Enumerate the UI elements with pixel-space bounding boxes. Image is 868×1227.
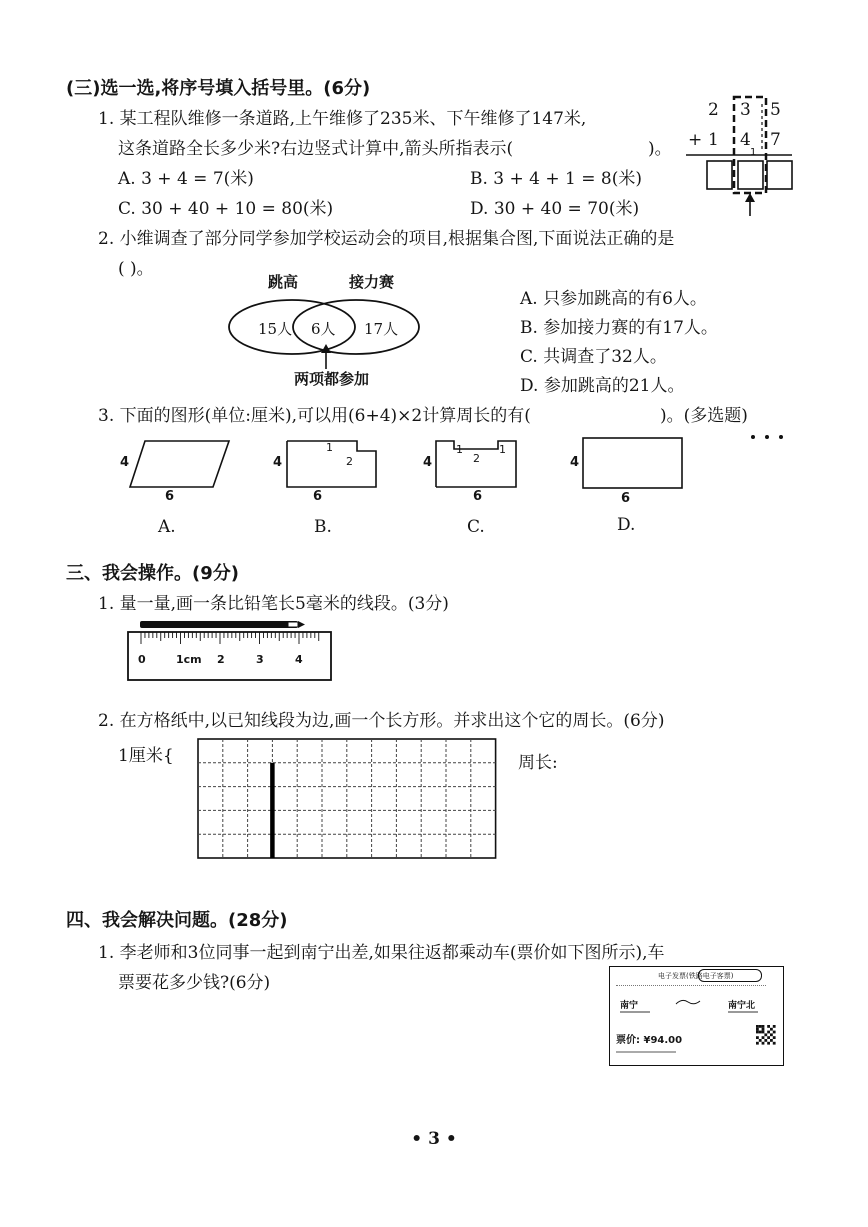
- shape-c-notch-1: 1: [456, 443, 463, 456]
- section-choice-header: (三)选一选,将序号填入括号里。(6分): [66, 78, 371, 99]
- calc-digit: 1: [708, 130, 719, 150]
- shape-b-notch-width: 1: [326, 441, 333, 454]
- shape-c-label: C.: [467, 517, 485, 537]
- shape-b-side: 4: [273, 455, 283, 470]
- ticket-arrival: 南宁北: [728, 1001, 756, 1011]
- perimeter-label: 周长:: [518, 753, 558, 773]
- ruler-label: 2: [217, 653, 225, 666]
- ruler-label: 3: [256, 653, 264, 666]
- q3-line: 3. 下面的图形(单位:厘米),可以用(6+4)×2计算周长的有(: [98, 406, 531, 426]
- q1-line2: 这条道路全长多少米?右边竖式计算中,箭头所指表示(: [118, 139, 514, 159]
- q1-option-b: B. 3 + 4 + 1 = 8(米): [470, 169, 642, 189]
- calc-digit: 2: [708, 100, 719, 120]
- solve-q1-line1: 1. 李老师和3位同事一起到南宁出差,如果往返都乘动车(票价如下图所示),车: [98, 943, 665, 963]
- q2-option-a: A. 只参加跳高的有6人。: [520, 289, 707, 309]
- shape-d-label: D.: [617, 515, 636, 535]
- calc-carry: 1: [750, 147, 757, 158]
- shape-b-notch-height: 2: [346, 455, 353, 468]
- calc-digit: 7: [770, 130, 781, 150]
- ticket-stamp: [698, 969, 762, 982]
- q2-option-b: B. 参加接力赛的有17人。: [520, 318, 718, 338]
- train-ticket-image: [609, 966, 784, 1066]
- q1-option-c: C. 30 + 40 + 10 = 80(米): [118, 199, 334, 219]
- ticket-footer-line: [616, 1051, 676, 1053]
- shape-b-bottom: 6: [313, 489, 323, 504]
- venn-label-left: 跳高: [268, 273, 299, 291]
- q1-line1: 1. 某工程队维修一条道路,上午维修了235米、下午维修了147米,: [98, 109, 587, 129]
- page-number: • 3 •: [411, 1129, 457, 1149]
- shape-d-side: 4: [570, 455, 580, 470]
- venn-label-right: 接力赛: [349, 273, 395, 291]
- ruler-label: 1cm: [176, 653, 202, 666]
- q3-line-end: )。(多选题): [660, 406, 748, 426]
- venn-pointer-label: 两项都参加: [294, 370, 370, 388]
- ticket-info-line: [616, 985, 766, 988]
- q2-line1: 2. 小维调查了部分同学参加学校运动会的项目,根据集合图,下面说法正确的是: [98, 229, 675, 249]
- shape-c-notch-2: 2: [473, 452, 480, 465]
- ticket-small-text: [728, 1011, 758, 1013]
- grid-unit-label: 1厘米{: [118, 746, 174, 766]
- ruler-label: 4: [295, 653, 303, 666]
- ruler-label: 0: [138, 653, 146, 666]
- operate-q2-text: 2. 在方格纸中,以已知线段为边,画一个长方形。并求出这个它的周长。(6分): [98, 711, 665, 731]
- venn-left-count: 15人: [258, 320, 293, 338]
- shape-c-bottom: 6: [473, 489, 483, 504]
- q1-option-d: D. 30 + 40 = 70(米): [470, 199, 640, 219]
- solve-q1-line2: 票要花多少钱?(6分): [118, 973, 271, 993]
- ticket-small-text: [620, 1011, 650, 1013]
- shape-c-side: 4: [423, 455, 433, 470]
- shape-d-bottom: 6: [621, 491, 631, 506]
- operate-q1-text: 1. 量一量,画一条比铅笔长5毫米的线段。(3分): [98, 594, 449, 614]
- shape-c-notch-3: 1: [499, 443, 506, 456]
- q2-option-d: D. 参加跳高的21人。: [520, 376, 685, 396]
- qr-code-icon: [756, 1025, 776, 1045]
- shape-b-label: B.: [314, 517, 332, 537]
- ticket-title: 电子发票(铁路电子客票): [658, 972, 734, 980]
- calc-digit: 3: [740, 100, 751, 120]
- venn-middle-count: 6人: [311, 320, 336, 338]
- shape-a-label: A.: [158, 517, 176, 537]
- shape-a-side: 4: [120, 455, 130, 470]
- shape-a-bottom: 6: [165, 489, 175, 504]
- section-solve-header: 四、我会解决问题。(28分): [66, 910, 288, 931]
- q2-option-c: C. 共调查了32人。: [520, 347, 667, 367]
- ticket-price: 票价: ¥94.00: [616, 1035, 683, 1046]
- calc-digit: 5: [770, 100, 781, 120]
- ticket-train-icon: [674, 998, 702, 1006]
- ticket-departure: 南宁: [620, 1001, 639, 1011]
- calc-plus: +: [688, 130, 703, 150]
- calc-digit: 4: [740, 130, 751, 150]
- section-operate-header: 三、我会操作。(9分): [66, 563, 239, 584]
- venn-right-count: 17人: [364, 320, 399, 338]
- q1-line2-end: )。: [648, 139, 672, 159]
- q1-option-a: A. 3 + 4 = 7(米): [118, 169, 254, 189]
- q2-line2: ( )。: [118, 259, 154, 279]
